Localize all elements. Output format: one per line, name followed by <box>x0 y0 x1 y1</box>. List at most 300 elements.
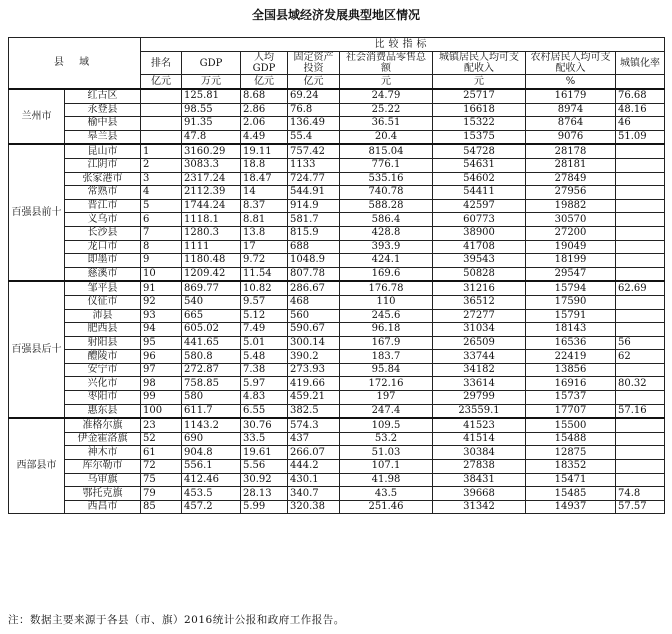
table-row <box>9 226 665 240</box>
county-name-cell: 沛县 <box>65 309 141 323</box>
value-cell: 15737 <box>526 391 616 405</box>
value-cell <box>616 391 665 405</box>
value-cell: 125.81 <box>182 89 241 103</box>
value-cell: 91 <box>141 281 182 295</box>
county-name-cell: 慈溪市 <box>65 267 141 281</box>
table-row <box>9 103 665 117</box>
county-name-cell: 库尔勒市 <box>65 460 141 474</box>
page-title: 全国县域经济发展典型地区情况 <box>251 8 420 22</box>
value-cell: 1209.42 <box>182 267 241 281</box>
county-name-cell: 即墨市 <box>65 254 141 268</box>
table-row <box>9 267 665 281</box>
value-cell: 172.16 <box>340 377 433 391</box>
group-label: 百强县前十 <box>9 144 65 281</box>
value-cell: 3160.29 <box>182 144 241 158</box>
table-row <box>9 309 665 323</box>
value-cell <box>616 267 665 281</box>
county-name-cell: 惠东县 <box>65 404 141 418</box>
value-cell: 1280.3 <box>182 226 241 240</box>
value-cell: 14 <box>241 186 288 200</box>
county-name-cell: 准格尔旗 <box>65 418 141 432</box>
value-cell: 15794 <box>526 281 616 295</box>
value-cell <box>141 130 182 144</box>
value-cell <box>616 240 665 254</box>
value-cell: 266.07 <box>288 446 340 460</box>
value-cell: 96.18 <box>340 323 433 337</box>
value-cell: 50828 <box>433 267 526 281</box>
value-cell <box>141 103 182 117</box>
value-cell: 8 <box>141 240 182 254</box>
value-cell: 5.48 <box>241 350 288 364</box>
value-cell: 52 <box>141 432 182 446</box>
value-cell: 3 <box>141 172 182 186</box>
value-cell: 27849 <box>526 172 616 186</box>
table-row <box>9 350 665 364</box>
value-cell: 757.42 <box>288 144 340 158</box>
table-row <box>9 418 665 432</box>
value-cell: 424.1 <box>340 254 433 268</box>
col-urban-income: 城镇居民人均可支配收入 <box>433 52 526 75</box>
value-cell: 437 <box>288 432 340 446</box>
value-cell: 8.68 <box>241 89 288 103</box>
value-cell: 17707 <box>526 404 616 418</box>
value-cell: 5.99 <box>241 500 288 514</box>
value-cell: 4.49 <box>241 130 288 144</box>
county-name-cell: 红古区 <box>65 89 141 103</box>
county-name-cell: 邹平县 <box>65 281 141 295</box>
table-row <box>9 404 665 418</box>
county-name-cell: 鄂托克旗 <box>65 487 141 501</box>
value-cell: 33.5 <box>241 432 288 446</box>
county-header: 县 域 <box>9 38 141 90</box>
county-name-cell: 肥西县 <box>65 323 141 337</box>
value-cell: 690 <box>182 432 241 446</box>
value-cell: 75 <box>141 473 182 487</box>
value-cell: 27277 <box>433 309 526 323</box>
value-cell: 23559.1 <box>433 404 526 418</box>
value-cell: 2 <box>141 158 182 172</box>
value-cell: 96 <box>141 350 182 364</box>
table-row <box>9 130 665 144</box>
value-cell: 30384 <box>433 446 526 460</box>
value-cell: 22419 <box>526 350 616 364</box>
value-cell <box>616 144 665 158</box>
value-cell: 1 <box>141 144 182 158</box>
value-cell: 26509 <box>433 336 526 350</box>
table-row <box>9 473 665 487</box>
table-row <box>9 432 665 446</box>
county-name-cell: 伊金霍洛旗 <box>65 432 141 446</box>
value-cell: 51.03 <box>340 446 433 460</box>
county-name-cell: 常熟市 <box>65 186 141 200</box>
value-cell: 611.7 <box>182 404 241 418</box>
county-name-cell: 醴陵市 <box>65 350 141 364</box>
value-cell: 74.8 <box>616 487 665 501</box>
value-cell: 99 <box>141 391 182 405</box>
value-cell: 29547 <box>526 267 616 281</box>
unit-gdp: 万元 <box>182 75 241 90</box>
footnote: 注：数据主要来源于各县（市、旗）2016统计公报和政府工作报告。 <box>8 614 345 626</box>
value-cell <box>616 323 665 337</box>
value-cell <box>141 117 182 131</box>
value-cell: 560 <box>288 309 340 323</box>
value-cell: 27956 <box>526 186 616 200</box>
value-cell: 62 <box>616 350 665 364</box>
value-cell: 85 <box>141 500 182 514</box>
county-name-cell: 乌审旗 <box>65 473 141 487</box>
value-cell: 19882 <box>526 199 616 213</box>
value-cell: 580.8 <box>182 350 241 364</box>
value-cell: 428.8 <box>340 226 433 240</box>
value-cell: 56 <box>616 336 665 350</box>
value-cell: 36.51 <box>340 117 433 131</box>
value-cell: 7.49 <box>241 323 288 337</box>
value-cell: 3083.3 <box>182 158 241 172</box>
value-cell: 110 <box>340 295 433 309</box>
unit-retail-sales: 元 <box>340 75 433 90</box>
compare-header: 比较指标 <box>141 38 665 52</box>
table-body <box>9 38 665 514</box>
value-cell: 2317.24 <box>182 172 241 186</box>
unit-urban-income: 元 <box>433 75 526 90</box>
value-cell: 588.28 <box>340 199 433 213</box>
value-cell: 28178 <box>526 144 616 158</box>
value-cell: 540 <box>182 295 241 309</box>
value-cell: 457.2 <box>182 500 241 514</box>
value-cell: 31034 <box>433 323 526 337</box>
value-cell: 586.4 <box>340 213 433 227</box>
county-name-cell: 神木市 <box>65 446 141 460</box>
value-cell: 176.78 <box>340 281 433 295</box>
value-cell: 57.57 <box>616 500 665 514</box>
value-cell: 665 <box>182 309 241 323</box>
value-cell: 815.04 <box>340 144 433 158</box>
table-row <box>9 500 665 514</box>
value-cell: 30570 <box>526 213 616 227</box>
value-cell: 9076 <box>526 130 616 144</box>
value-cell: 459.21 <box>288 391 340 405</box>
value-cell: 54602 <box>433 172 526 186</box>
value-cell: 15488 <box>526 432 616 446</box>
value-cell: 441.65 <box>182 336 241 350</box>
value-cell: 869.77 <box>182 281 241 295</box>
value-cell: 57.16 <box>616 404 665 418</box>
value-cell: 1133 <box>288 158 340 172</box>
table-row <box>9 336 665 350</box>
value-cell: 2.86 <box>241 103 288 117</box>
value-cell <box>616 226 665 240</box>
value-cell: 36512 <box>433 295 526 309</box>
value-cell: 13.8 <box>241 226 288 240</box>
value-cell: 25.22 <box>340 103 433 117</box>
value-cell: 15485 <box>526 487 616 501</box>
value-cell: 76.68 <box>616 89 665 103</box>
value-cell: 4.83 <box>241 391 288 405</box>
value-cell: 93 <box>141 309 182 323</box>
value-cell: 95.84 <box>340 363 433 377</box>
table-row <box>9 240 665 254</box>
col-gdp-per-capita: 人均GDP <box>241 52 288 75</box>
county-name-cell: 榆中县 <box>65 117 141 131</box>
value-cell: 8974 <box>526 103 616 117</box>
value-cell: 29799 <box>433 391 526 405</box>
value-cell: 48.16 <box>616 103 665 117</box>
value-cell: 23 <box>141 418 182 432</box>
value-cell: 15322 <box>433 117 526 131</box>
table-row <box>9 460 665 474</box>
county-name-cell: 射阳县 <box>65 336 141 350</box>
value-cell: 286.67 <box>288 281 340 295</box>
table-row <box>9 172 665 186</box>
value-cell: 556.1 <box>182 460 241 474</box>
value-cell: 9 <box>141 254 182 268</box>
value-cell: 544.91 <box>288 186 340 200</box>
value-cell: 251.46 <box>340 500 433 514</box>
table-row <box>9 295 665 309</box>
value-cell <box>616 213 665 227</box>
value-cell: 80.32 <box>616 377 665 391</box>
unit-rank: 亿元 <box>141 75 182 90</box>
value-cell: 9.72 <box>241 254 288 268</box>
value-cell: 1048.9 <box>288 254 340 268</box>
group-label: 百强县后十 <box>9 281 65 418</box>
value-cell: 444.2 <box>288 460 340 474</box>
value-cell: 24.79 <box>340 89 433 103</box>
county-name-cell: 安宁市 <box>65 363 141 377</box>
value-cell: 16179 <box>526 89 616 103</box>
value-cell: 54411 <box>433 186 526 200</box>
unit-fixed-investment: 亿元 <box>288 75 340 90</box>
value-cell: 15500 <box>526 418 616 432</box>
value-cell: 535.16 <box>340 172 433 186</box>
value-cell: 98.55 <box>182 103 241 117</box>
county-name-cell: 兴化市 <box>65 377 141 391</box>
value-cell <box>616 446 665 460</box>
value-cell: 55.4 <box>288 130 340 144</box>
value-cell: 69.24 <box>288 89 340 103</box>
value-cell: 1744.24 <box>182 199 241 213</box>
value-cell: 914.9 <box>288 199 340 213</box>
value-cell: 30.92 <box>241 473 288 487</box>
value-cell: 468 <box>288 295 340 309</box>
table-row <box>9 199 665 213</box>
value-cell: 15791 <box>526 309 616 323</box>
value-cell: 419.66 <box>288 377 340 391</box>
value-cell: 28181 <box>526 158 616 172</box>
value-cell: 16536 <box>526 336 616 350</box>
value-cell: 247.4 <box>340 404 433 418</box>
value-cell <box>616 363 665 377</box>
value-cell: 430.1 <box>288 473 340 487</box>
table-row <box>9 117 665 131</box>
value-cell: 390.2 <box>288 350 340 364</box>
col-retail-sales: 社会消费品零售总额 <box>340 52 433 75</box>
value-cell: 581.7 <box>288 213 340 227</box>
table-row <box>9 281 665 295</box>
value-cell: 39668 <box>433 487 526 501</box>
value-cell: 19.61 <box>241 446 288 460</box>
value-cell: 16618 <box>433 103 526 117</box>
value-cell: 320.38 <box>288 500 340 514</box>
value-cell: 79 <box>141 487 182 501</box>
value-cell: 17590 <box>526 295 616 309</box>
county-name-cell: 晋江市 <box>65 199 141 213</box>
value-cell: 2112.39 <box>182 186 241 200</box>
value-cell: 807.78 <box>288 267 340 281</box>
value-cell: 1111 <box>182 240 241 254</box>
group-label: 兰州市 <box>9 89 65 144</box>
value-cell <box>616 460 665 474</box>
county-name-cell: 西昌市 <box>65 500 141 514</box>
county-name-cell: 枣阳市 <box>65 391 141 405</box>
value-cell: 10 <box>141 267 182 281</box>
value-cell: 43.5 <box>340 487 433 501</box>
table-row <box>9 144 665 158</box>
value-cell: 18.47 <box>241 172 288 186</box>
col-gdp: GDP <box>182 52 241 75</box>
table-row <box>9 323 665 337</box>
value-cell: 412.46 <box>182 473 241 487</box>
value-cell <box>616 158 665 172</box>
value-cell: 25717 <box>433 89 526 103</box>
value-cell: 18143 <box>526 323 616 337</box>
value-cell: 18352 <box>526 460 616 474</box>
value-cell: 60773 <box>433 213 526 227</box>
value-cell: 245.6 <box>340 309 433 323</box>
value-cell: 1143.2 <box>182 418 241 432</box>
value-cell: 19.11 <box>241 144 288 158</box>
value-cell: 42597 <box>433 199 526 213</box>
value-cell: 724.77 <box>288 172 340 186</box>
value-cell <box>616 418 665 432</box>
value-cell: 5 <box>141 199 182 213</box>
unit-rural-income: % <box>526 75 616 90</box>
value-cell: 91.35 <box>182 117 241 131</box>
value-cell: 20.4 <box>340 130 433 144</box>
value-cell: 6.55 <box>241 404 288 418</box>
value-cell: 169.6 <box>340 267 433 281</box>
value-cell: 41.98 <box>340 473 433 487</box>
value-cell: 18199 <box>526 254 616 268</box>
value-cell: 17 <box>241 240 288 254</box>
county-name-cell: 龙口市 <box>65 240 141 254</box>
value-cell: 2.06 <box>241 117 288 131</box>
value-cell: 8.37 <box>241 199 288 213</box>
value-cell <box>616 432 665 446</box>
county-name-cell: 江阴市 <box>65 158 141 172</box>
value-cell: 31342 <box>433 500 526 514</box>
value-cell: 904.8 <box>182 446 241 460</box>
value-cell <box>616 309 665 323</box>
value-cell: 136.49 <box>288 117 340 131</box>
value-cell: 8.81 <box>241 213 288 227</box>
value-cell: 10.82 <box>241 281 288 295</box>
county-name-cell: 张家港市 <box>65 172 141 186</box>
value-cell: 92 <box>141 295 182 309</box>
value-cell: 39543 <box>433 254 526 268</box>
value-cell: 76.8 <box>288 103 340 117</box>
value-cell: 340.7 <box>288 487 340 501</box>
value-cell: 6 <box>141 213 182 227</box>
value-cell: 776.1 <box>340 158 433 172</box>
value-cell: 5.97 <box>241 377 288 391</box>
value-cell: 18.8 <box>241 158 288 172</box>
value-cell: 4 <box>141 186 182 200</box>
value-cell: 46 <box>616 117 665 131</box>
value-cell: 38900 <box>433 226 526 240</box>
col-rank: 排名 <box>141 52 182 75</box>
value-cell <box>616 473 665 487</box>
table-row <box>9 377 665 391</box>
value-cell: 107.1 <box>340 460 433 474</box>
county-name-cell: 长沙县 <box>65 226 141 240</box>
value-cell: 54728 <box>433 144 526 158</box>
value-cell: 30.76 <box>241 418 288 432</box>
table-row <box>9 158 665 172</box>
value-cell: 38431 <box>433 473 526 487</box>
value-cell: 574.3 <box>288 418 340 432</box>
table-row <box>9 487 665 501</box>
county-name-cell: 仪征市 <box>65 295 141 309</box>
value-cell: 300.14 <box>288 336 340 350</box>
value-cell: 167.9 <box>340 336 433 350</box>
value-cell: 758.85 <box>182 377 241 391</box>
value-cell: 590.67 <box>288 323 340 337</box>
value-cell <box>616 199 665 213</box>
table-row <box>9 254 665 268</box>
value-cell: 98 <box>141 377 182 391</box>
value-cell: 72 <box>141 460 182 474</box>
value-cell: 7 <box>141 226 182 240</box>
value-cell: 28.13 <box>241 487 288 501</box>
value-cell <box>616 254 665 268</box>
value-cell: 605.02 <box>182 323 241 337</box>
value-cell: 109.5 <box>340 418 433 432</box>
value-cell: 41708 <box>433 240 526 254</box>
value-cell <box>616 186 665 200</box>
value-cell: 41523 <box>433 418 526 432</box>
value-cell: 688 <box>288 240 340 254</box>
value-cell: 33744 <box>433 350 526 364</box>
table-row <box>9 363 665 377</box>
value-cell: 34182 <box>433 363 526 377</box>
value-cell: 1180.48 <box>182 254 241 268</box>
value-cell: 5.01 <box>241 336 288 350</box>
value-cell: 54631 <box>433 158 526 172</box>
table-row <box>9 89 665 103</box>
value-cell: 580 <box>182 391 241 405</box>
value-cell: 97 <box>141 363 182 377</box>
value-cell: 31216 <box>433 281 526 295</box>
value-cell: 16916 <box>526 377 616 391</box>
value-cell: 273.93 <box>288 363 340 377</box>
table-row <box>9 391 665 405</box>
value-cell: 61 <box>141 446 182 460</box>
value-cell: 8764 <box>526 117 616 131</box>
value-cell: 95 <box>141 336 182 350</box>
value-cell: 183.7 <box>340 350 433 364</box>
value-cell <box>616 172 665 186</box>
value-cell: 14937 <box>526 500 616 514</box>
county-name-cell: 昆山市 <box>65 144 141 158</box>
value-cell: 7.38 <box>241 363 288 377</box>
value-cell: 100 <box>141 404 182 418</box>
value-cell: 382.5 <box>288 404 340 418</box>
value-cell: 197 <box>340 391 433 405</box>
col-urbanization: 城镇化率 <box>616 52 665 75</box>
value-cell: 12875 <box>526 446 616 460</box>
value-cell: 53.2 <box>340 432 433 446</box>
